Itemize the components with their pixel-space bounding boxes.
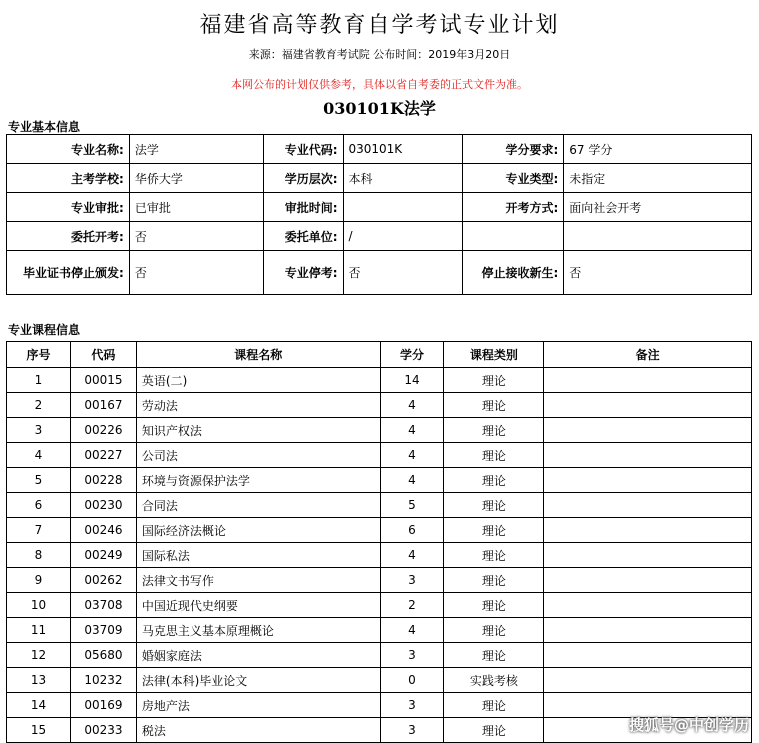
course-credits: 4 — [380, 543, 444, 568]
course-type: 实践考核 — [444, 668, 544, 693]
course-name: 公司法 — [136, 443, 380, 468]
table-row — [7, 568, 752, 593]
course-type: 理论 — [444, 368, 544, 393]
course-code: 00228 — [70, 468, 136, 493]
course-name: 婚姻家庭法 — [136, 643, 380, 668]
course-remark — [544, 443, 752, 468]
info-label: 专业审批: — [7, 193, 130, 222]
info-label: 停止接收新生: — [463, 251, 564, 295]
disclaimer-notice: 本网公布的计划仅供参考，具体以省自考委的正式文件为准。 — [231, 78, 528, 91]
course-code: 00226 — [70, 418, 136, 443]
course-index: 15 — [7, 718, 71, 743]
info-label: 审批时间: — [263, 193, 343, 222]
info-value: 否 — [129, 222, 263, 251]
course-remark — [544, 518, 752, 543]
info-value: 否 — [343, 251, 463, 295]
course-type: 理论 — [444, 518, 544, 543]
course-credits: 3 — [380, 693, 444, 718]
info-value: / — [343, 222, 463, 251]
course-code: 00015 — [70, 368, 136, 393]
table-row — [7, 468, 752, 493]
course-code: 03708 — [70, 593, 136, 618]
table-row — [7, 618, 752, 643]
info-label: 专业类型: — [463, 164, 564, 193]
course-index: 8 — [7, 543, 71, 568]
info-value: 法学 — [129, 135, 263, 164]
course-index: 3 — [7, 418, 71, 443]
column-header: 备注 — [544, 342, 752, 368]
table-row — [7, 393, 752, 418]
course-credits: 4 — [380, 468, 444, 493]
course-type: 理论 — [444, 718, 544, 743]
column-header: 课程类别 — [444, 342, 544, 368]
course-name: 法律(本科)毕业论文 — [136, 668, 380, 693]
info-value: 030101K — [343, 135, 463, 164]
course-code: 00262 — [70, 568, 136, 593]
info-value — [564, 222, 752, 251]
course-index: 7 — [7, 518, 71, 543]
course-credits: 4 — [380, 393, 444, 418]
info-value: 华侨大学 — [129, 164, 263, 193]
course-type: 理论 — [444, 468, 544, 493]
info-label: 专业代码: — [263, 135, 343, 164]
course-credits: 5 — [380, 493, 444, 518]
basic-info-section-title: 专业基本信息 — [8, 120, 81, 134]
column-header: 课程名称 — [136, 342, 380, 368]
info-row — [7, 251, 752, 295]
course-type: 理论 — [444, 643, 544, 668]
course-credits: 6 — [380, 518, 444, 543]
course-remark — [544, 668, 752, 693]
page-title: 福建省高等教育自学考试专业计划 — [199, 13, 560, 38]
course-name: 税法 — [136, 718, 380, 743]
table-row — [7, 643, 752, 668]
table-row — [7, 368, 752, 393]
course-index: 14 — [7, 693, 71, 718]
course-code: 03709 — [70, 618, 136, 643]
table-row — [7, 668, 752, 693]
course-index: 12 — [7, 643, 71, 668]
course-remark — [544, 643, 752, 668]
info-value: 否 — [129, 251, 263, 295]
course-remark — [544, 368, 752, 393]
course-credits: 2 — [380, 593, 444, 618]
course-code: 00246 — [70, 518, 136, 543]
info-value: 未指定 — [564, 164, 752, 193]
table-row — [7, 543, 752, 568]
info-label: 学分要求: — [463, 135, 564, 164]
course-remark — [544, 568, 752, 593]
course-credits: 3 — [380, 718, 444, 743]
course-type: 理论 — [444, 393, 544, 418]
table-header-row — [7, 342, 752, 368]
course-remark — [544, 543, 752, 568]
column-header: 代码 — [70, 342, 136, 368]
info-label: 委托开考: — [7, 222, 130, 251]
info-label: 毕业证书停止颁发: — [7, 251, 130, 295]
info-row — [7, 164, 752, 193]
table-row — [7, 443, 752, 468]
course-code: 05680 — [70, 643, 136, 668]
course-code: 00169 — [70, 693, 136, 718]
course-type: 理论 — [444, 568, 544, 593]
info-row — [7, 193, 752, 222]
info-value — [343, 193, 463, 222]
course-code: 00230 — [70, 493, 136, 518]
course-index: 4 — [7, 443, 71, 468]
course-credits: 4 — [380, 418, 444, 443]
course-type: 理论 — [444, 493, 544, 518]
course-name: 合同法 — [136, 493, 380, 518]
info-label: 开考方式: — [463, 193, 564, 222]
course-info-section-title: 专业课程信息 — [8, 323, 81, 337]
column-header: 学分 — [380, 342, 444, 368]
course-credits: 3 — [380, 643, 444, 668]
basic-info-table — [6, 134, 752, 295]
course-remark — [544, 393, 752, 418]
course-remark — [544, 493, 752, 518]
info-label: 学历层次: — [263, 164, 343, 193]
table-row — [7, 518, 752, 543]
info-value: 面向社会开考 — [564, 193, 752, 222]
course-credits: 4 — [380, 618, 444, 643]
course-name: 环境与资源保护法学 — [136, 468, 380, 493]
course-credits: 4 — [380, 443, 444, 468]
course-index: 2 — [7, 393, 71, 418]
course-name: 房地产法 — [136, 693, 380, 718]
table-row — [7, 593, 752, 618]
course-remark — [544, 418, 752, 443]
course-type: 理论 — [444, 693, 544, 718]
course-name: 国际经济法概论 — [136, 518, 380, 543]
course-code: 00167 — [70, 393, 136, 418]
course-type: 理论 — [444, 418, 544, 443]
course-code: 10232 — [70, 668, 136, 693]
course-index: 1 — [7, 368, 71, 393]
course-credits: 3 — [380, 568, 444, 593]
info-value: 本科 — [343, 164, 463, 193]
course-type: 理论 — [444, 543, 544, 568]
course-credits: 0 — [380, 668, 444, 693]
course-type: 理论 — [444, 443, 544, 468]
course-index: 9 — [7, 568, 71, 593]
info-label: 专业停考: — [263, 251, 343, 295]
course-name: 英语(二) — [136, 368, 380, 393]
course-index: 5 — [7, 468, 71, 493]
info-label: 委托单位: — [263, 222, 343, 251]
course-table — [6, 341, 752, 743]
course-name: 马克思主义基本原理概论 — [136, 618, 380, 643]
course-index: 10 — [7, 593, 71, 618]
course-name: 法律文书写作 — [136, 568, 380, 593]
info-label — [463, 222, 564, 251]
course-code: 00249 — [70, 543, 136, 568]
course-index: 11 — [7, 618, 71, 643]
course-name: 国际私法 — [136, 543, 380, 568]
course-credits: 14 — [380, 368, 444, 393]
info-row — [7, 222, 752, 251]
course-name: 知识产权法 — [136, 418, 380, 443]
major-heading: 030101K法学 — [323, 99, 436, 118]
course-code: 00233 — [70, 718, 136, 743]
course-remark — [544, 468, 752, 493]
info-value: 否 — [564, 251, 752, 295]
info-label: 专业名称: — [7, 135, 130, 164]
info-value: 67 学分 — [564, 135, 752, 164]
course-table-body — [7, 368, 752, 743]
source-line: 来源：福建省教育考试院 公布时间：2019年3月20日 — [248, 48, 511, 61]
course-name: 中国近现代史纲要 — [136, 593, 380, 618]
course-remark — [544, 593, 752, 618]
table-row — [7, 418, 752, 443]
course-type: 理论 — [444, 593, 544, 618]
column-header: 序号 — [7, 342, 71, 368]
info-row — [7, 135, 752, 164]
table-row — [7, 493, 752, 518]
course-index: 6 — [7, 493, 71, 518]
course-index: 13 — [7, 668, 71, 693]
info-label: 主考学校: — [7, 164, 130, 193]
course-code: 00227 — [70, 443, 136, 468]
course-name: 劳动法 — [136, 393, 380, 418]
course-remark — [544, 618, 752, 643]
info-value: 已审批 — [129, 193, 263, 222]
watermark: 搜狐号@中创学历 — [628, 716, 749, 734]
course-type: 理论 — [444, 618, 544, 643]
